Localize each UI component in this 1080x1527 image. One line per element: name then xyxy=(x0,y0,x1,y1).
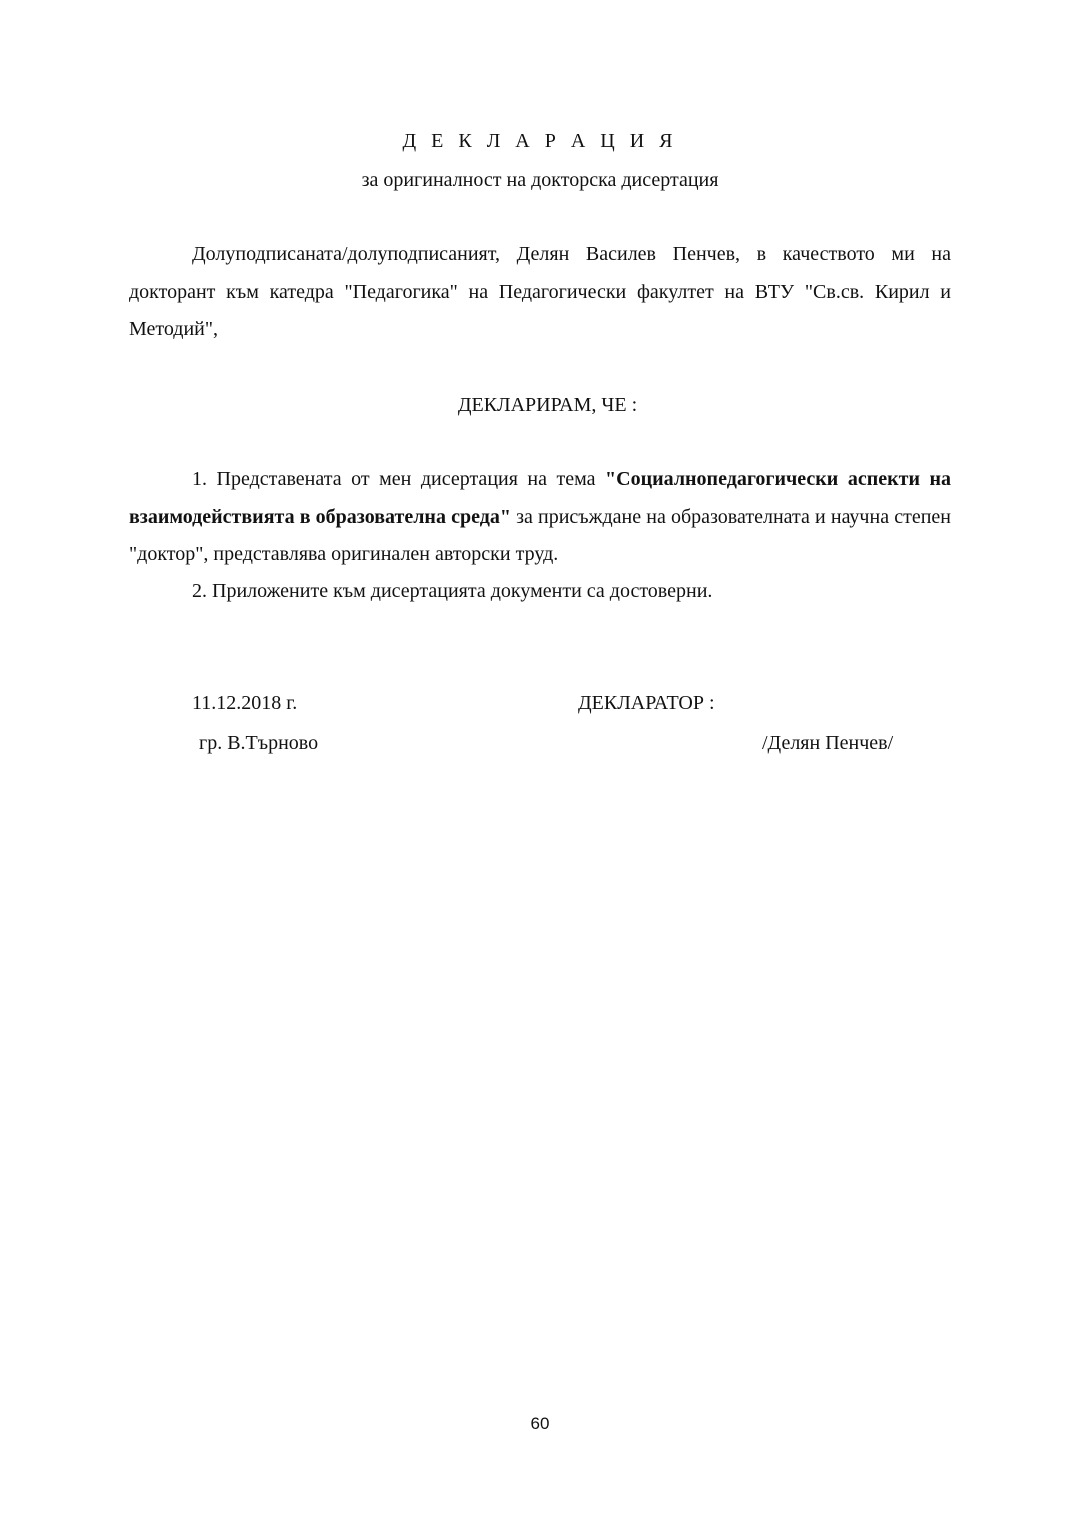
document-title: Д Е К Л А Р А Ц И Я xyxy=(402,130,678,152)
declare-heading: ДЕКЛАРИРАМ, ЧЕ : xyxy=(457,394,638,416)
item1-suffix: за присъждане на образователната и научна степен "доктор", представлява оригинален авторски труд. xyxy=(129,505,952,565)
document-subtitle: за оригиналност на докторска дисертация xyxy=(361,169,719,191)
intro-paragraph: Долуподписаната/долуподписаният, Делян Василев Пенчев, в качеството ми на докторант към катедра "Педагогика" на Педагогически факултет на ВТУ "Св.св. Кирил и Методий", xyxy=(129,243,951,340)
signature-city: гр. В.Търново xyxy=(199,732,319,754)
dissertation-topic: "Социалнопедагогически аспекти на взаимодействията в образователна среда" xyxy=(129,468,952,528)
declarator-label: ДЕКЛАРАТОР : xyxy=(578,692,715,714)
item1-prefix: 1. Представената от мен дисертация на тема xyxy=(192,468,606,490)
declarator-name: /Делян Пенчев/ xyxy=(762,732,894,754)
signature-date: 11.12.2018 г. xyxy=(192,692,298,714)
declaration-item-2: 2. Приложените към дисертацията документи са достоверни. xyxy=(192,580,713,602)
declaration-item-1 xyxy=(129,461,951,574)
page-number: 60 xyxy=(530,1414,550,1433)
